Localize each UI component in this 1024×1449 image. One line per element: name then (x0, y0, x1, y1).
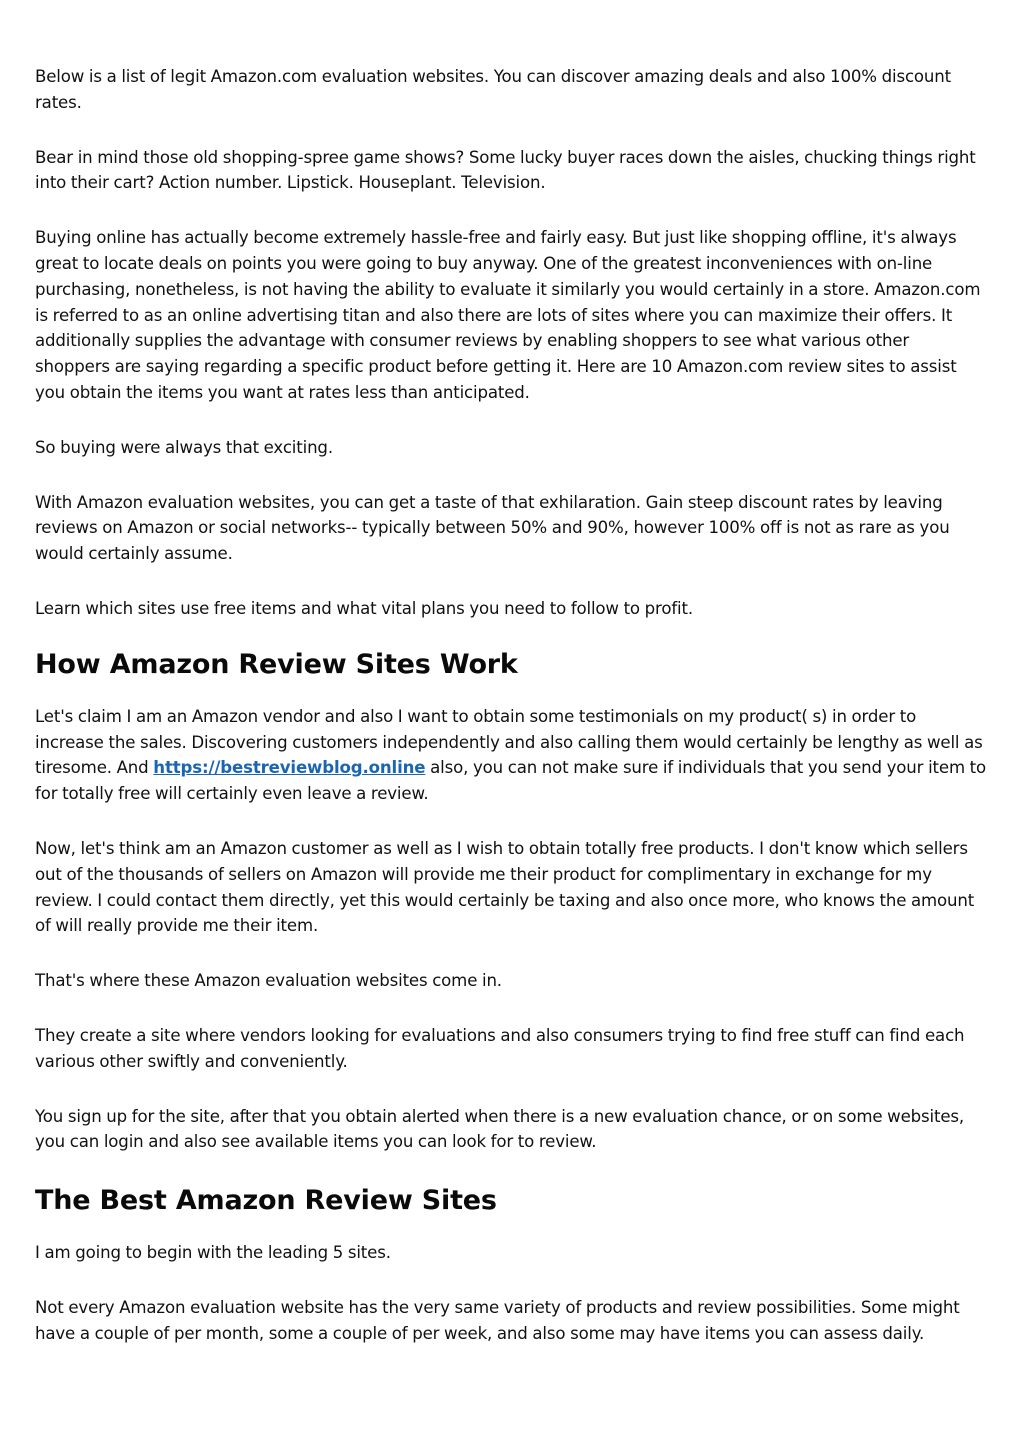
intro-paragraph-4: So buying were always that exciting. (35, 437, 333, 457)
intro-paragraph-1: Below is a list of legit Amazon.com evaluation websites. You can discover amazing deals and also 100% discount rates. (35, 67, 952, 112)
intro-paragraph-6: Learn which sites use free items and what vital plans you need to follow to profit. (35, 598, 693, 618)
work-paragraph-1 (35, 704, 988, 807)
work-paragraph-5: You sign up for the site, after that you obtain alerted when there is a new evaluation chance, or on some websites, you can login and also see available items you can look for to review. (35, 1106, 965, 1152)
bestreviewblog-link[interactable]: https://bestreviewblog.online (153, 758, 426, 778)
intro-paragraph-5: With Amazon evaluation websites, you can get a taste of that exhilaration. Gain steep discount rates by leaving reviews on Amazon or social networks-- typically between 50% and 90%, however 100% off is not as rare as you would certainly assume. (35, 492, 950, 564)
work-paragraph-2: Now, let's think am an Amazon customer as well as I wish to obtain totally free products. I don't know which sellers out of the thousands of sellers on Amazon will provide me their product for complimentary in exchange for my review. I could contact them directly, yet this would certainly be taxing and also once more, who knows the amount of will really provide me their item. (35, 838, 975, 936)
work-paragraph-4: They create a site where vendors looking for evaluations and also consumers trying to find free stuff can find each various other swiftly and conveniently. (35, 1025, 965, 1071)
intro-paragraph-3: Buying online has actually become extremely hassle-free and fairly easy. But just like shopping offline, it's always great to locate deals on points you were going to buy anyway. One of the greatest inconveniences with on-line purchasing, nonetheless, is not having the ability to evaluate it similarly you would certainly in a store. Amazon.com is referred to as an online advertising titan and also there are lots of sites where you can maximize their offers. It additionally supplies the advantage with consumer reviews by enabling shoppers to see what various other shoppers are saying regarding a specific product before getting it. Here are 10 Amazon.com review sites to assist you obtain the items you want at rates less than anticipated. (35, 228, 981, 402)
best-paragraph-1: I am going to begin with the leading 5 sites. (35, 1243, 391, 1263)
work-paragraph-1-lead: Let's claim I am an Amazon vendor and also I want to obtain some testimonials on my product( s) in order to increase the sales. Discovering customers independently and also calling them would certainly be lengthy as well as tiresome. And (35, 706, 983, 778)
section-heading-how-it-works: How Amazon Review Sites Work (35, 648, 518, 680)
work-paragraph-3: That's where these Amazon evaluation websites come in. (35, 971, 502, 991)
section-heading-best-sites: The Best Amazon Review Sites (35, 1185, 497, 1217)
work-paragraph-1-tail: also, you can not make sure if individuals that you send your item to for totally free will certainly even leave a review. (35, 758, 987, 804)
intro-paragraph-2: Bear in mind those old shopping-spree game shows? Some lucky buyer races down the aisles, chucking things right into their cart? Action number. Lipstick. Houseplant. Television. (35, 147, 976, 193)
best-paragraph-2: Not every Amazon evaluation website has the very same variety of products and review possibilities. Some might have a couple of per month, some a couple of per week, and also some may have items you can assess daily. (35, 1297, 960, 1343)
